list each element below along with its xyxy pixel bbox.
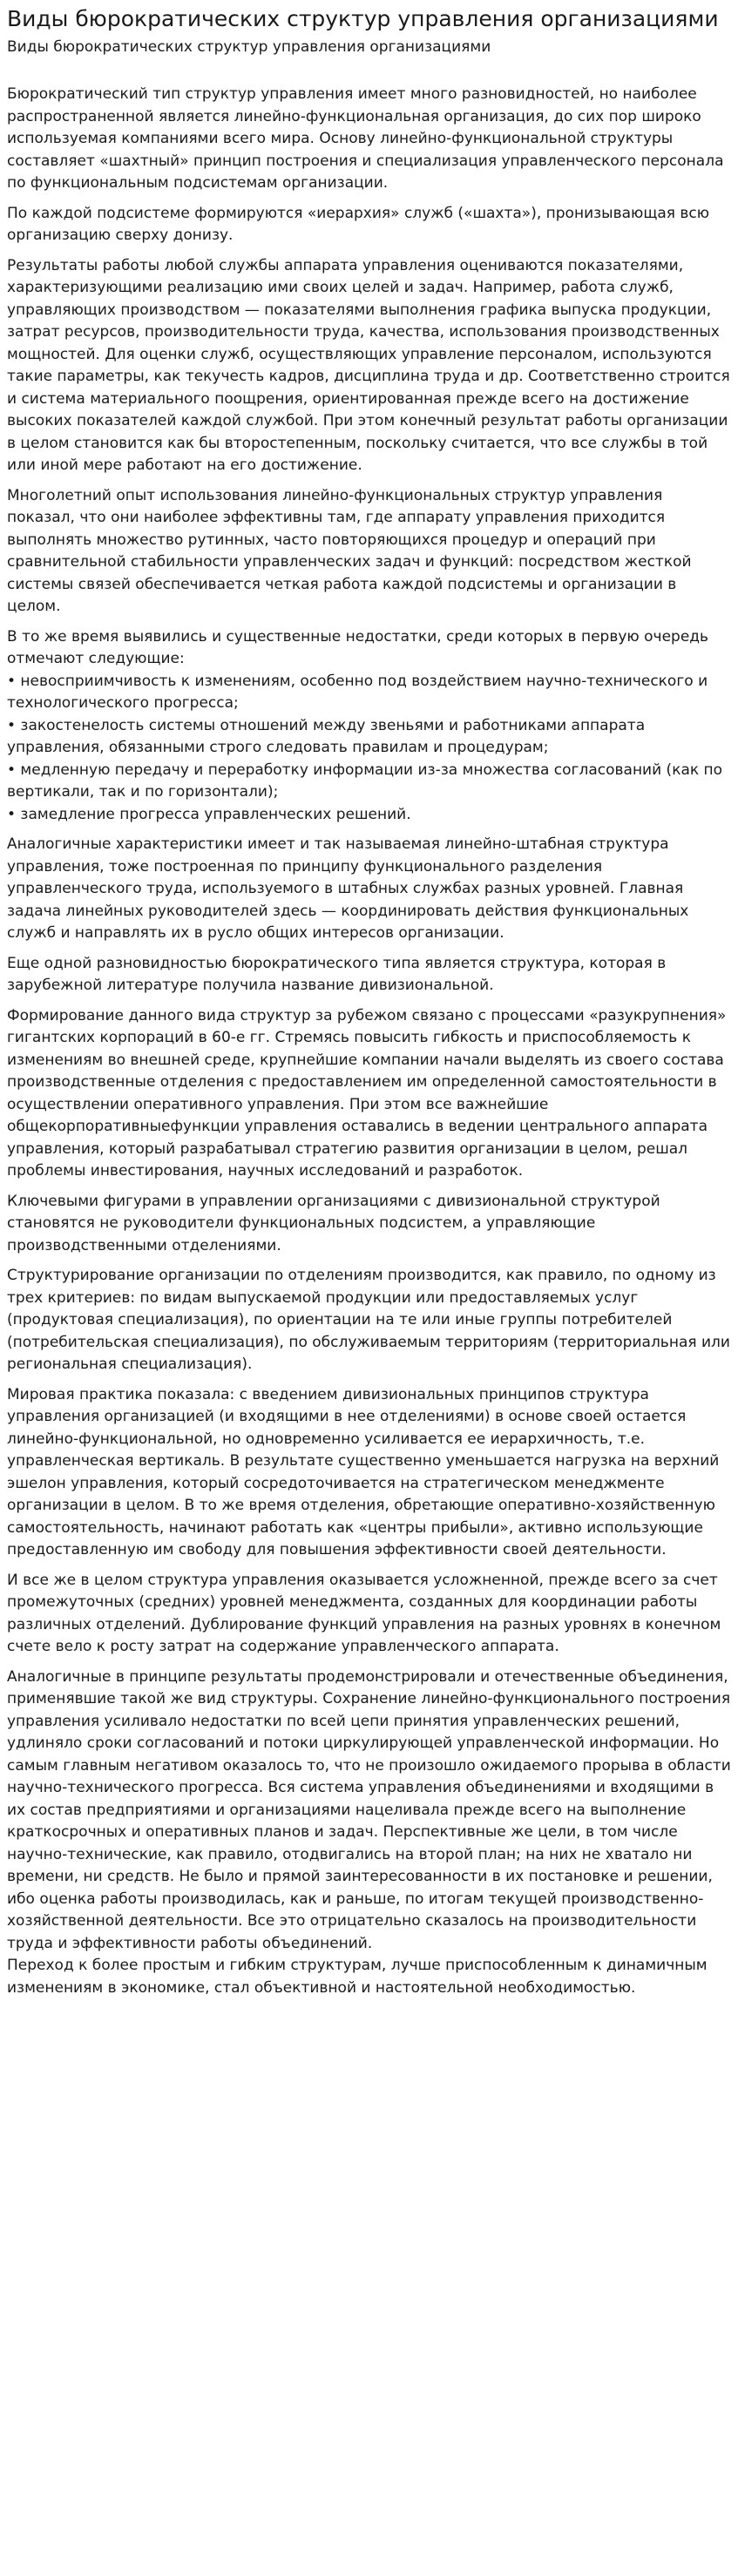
paragraph: В то же время выявились и существенные недостатки, среди которых в первую очередь отмечают следующие: • невосприимчивость к изменениям, особенно под воздействием научно-технического и технологического прогресса; • закостенелость системы отношений между звеньями и работниками аппарата управления, обязанными строго следовать правилам и процедурам; • медленную передачу и переработку информации из-за множества согласований (как по вертикали, так и по горизонтали); • замедление прогресса управленческих решений. bbox=[7, 627, 723, 823]
paragraph: Формирование данного вида структур за рубежом связано с процессами «разукрупнения» гигантских корпораций в 60-е гг. Стремясь повысить гибкость и приспособляемость к изменениям во внешней среде, крупнейшие компании начали выделять из своего состава производственные отделения с предоставлением им определенной самостоятельности в осуществлении оперативного управления. При этом все важнейшие общекорпоративныефункции управления оставались в ведении центрального аппарата управления, который разрабатывал стратегию развития организации в целом, решал проблемы инвестирования, научных исследований и разработок. bbox=[7, 1006, 727, 1180]
page-title: Виды бюрократических структур управления организациями bbox=[7, 6, 719, 31]
paragraph: Ключевыми фигурами в управлении организациями с дивизиональной структурой становятся не руководители функциональных подсистем, а управляющие производственными отделениями. bbox=[7, 1192, 660, 1254]
paragraph: Результаты работы любой службы аппарата управления оцениваются показателями, характеризующими реализацию ими своих целей и задач. Например, работа служб, управляющих производством — показателями выполнения графика выпуска продукции, затрат ресурсов, производительности труда, качества, использования производственных мощностей. Для оценки служб, осуществляющих управление персоналом, используются такие параметры, как текучесть кадров, дисциплина труда и др. Соответственно строится и система материального поощрения, ориентированная прежде всего на достижение высоких показателей каждой службой. При этом конечный результат работы организации в целом становится как бы второстепенным, поскольку считается, что все службы в той или иной мере работают на его достижение. bbox=[7, 256, 730, 474]
paragraph: Бюрократический тип структур управления имеет много разновидностей, но наиболее распространенной является линейно-функциональная организация, до сих пор широко используемая компаниями всего мира. Основу линейно-функциональной структуры составляет «шахтный» принцип построения и специализация управленческого персонала по функциональным подсистемам организации. bbox=[7, 85, 724, 192]
paragraph: По каждой подсистеме формируются «иерархия» служб («шахта»), пронизывающая всю организацию сверху донизу. bbox=[7, 204, 710, 244]
paragraph: Аналогичные характеристики имеет и так называемая линейно-штабная структура управления, тоже построенная по принципу функционального разделения управленческого труда, используемого в штабных службах разных уровней. Главная задача линейных руководителей здесь — координировать действия функциональных служб и направлять их в русло общих интересов организации. bbox=[7, 835, 689, 942]
page-subtitle: Виды бюрократических структур управления организациями bbox=[7, 38, 491, 56]
paragraph: И все же в целом структура управления оказывается усложненной, прежде всего за счет промежуточных (средних) уровней менеджмента, созданных для координации работы различных отделений. Дублирование функций управления на разных уровнях в конечном счете вело к росту затрат на содержание управленческого аппарата. bbox=[7, 1571, 721, 1655]
paragraph: Структурирование организации по отделениям производится, как правило, по одному из трех критериев: по видам выпускаемой продукции или предоставляемых услуг (продуктовая специализация), по ориентации на те или иные группы потребителей (потребительская специализация), по обслуживаемым территориям (территориальная или региональная специализация). bbox=[7, 1267, 730, 1373]
paragraph: Аналогичные в принципе результаты продемонстрировали и отечественные объединения, применявшие такой же вид структуры. Сохранение линейно-функционального построения управления усиливало недостатки по всей цепи принятия управленческих решений, удлиняло сроки согласований и потоки циркулирующей управленческой информации. Но самым главным негативом оказалось то, что не произошло ожидаемого прорыва в области научно-технического прогресса. Вся система управления объединениями и входящими в их состав предприятиями и организациями нацеливала прежде всего на выполнение краткосрочных и оперативных планов и задач. Перспективные же цели, в том числе научно-технические, как правило, отодвигались на второй план; на них не хватало ни времени, ни средств. Не было и прямой заинтересованности в их постановке и решении, ибо оценка работы производилась, как и раньше, по итогам текущей производственно-хозяйственной деятельности. Все это отрицательно сказалось на производительности труда и эффективности работы объединений. Переход к более простым и гибким структурам, лучше приспособленным к динамичным изменениям в экономике, стал объективной и настоятельной необходимостью. bbox=[7, 1667, 731, 1997]
paragraph: Еще одной разновидностью бюрократического типа является структура, которая в зарубежной литературе получила название дивизиональной. bbox=[7, 954, 667, 994]
paragraph: Многолетний опыт использования линейно-функциональных структур управления показал, что они наиболее эффективны там, где аппарату управления приходится выполнять множество рутинных, часто повторяющихся процедур и операций при сравнительной стабильности управленческих задач и функций: посредством жесткой системы связей обеспечивается четкая работа каждой подсистемы и организации в целом. bbox=[7, 486, 692, 615]
paragraph: Мировая практика показала: с введением дивизиональных принципов структура управления организацией (и входящими в нее отделениями) в основе своей остается линейно-функциональной, но одновременно усиливается ее иерархичность, т.е. управленческая вертикаль. В результате существенно уменьшается нагрузка на верхний эшелон управления, который сосредоточивается на стратегическом менеджменте организации в целом. В то же время отделения, обретающие оперативно-хозяйственную самостоятельность, начинают работать как «центры прибыли», активно использующие предоставленную им свободу для повышения эффективности своей деятельности. bbox=[7, 1385, 720, 1558]
article-body bbox=[7, 84, 731, 1999]
